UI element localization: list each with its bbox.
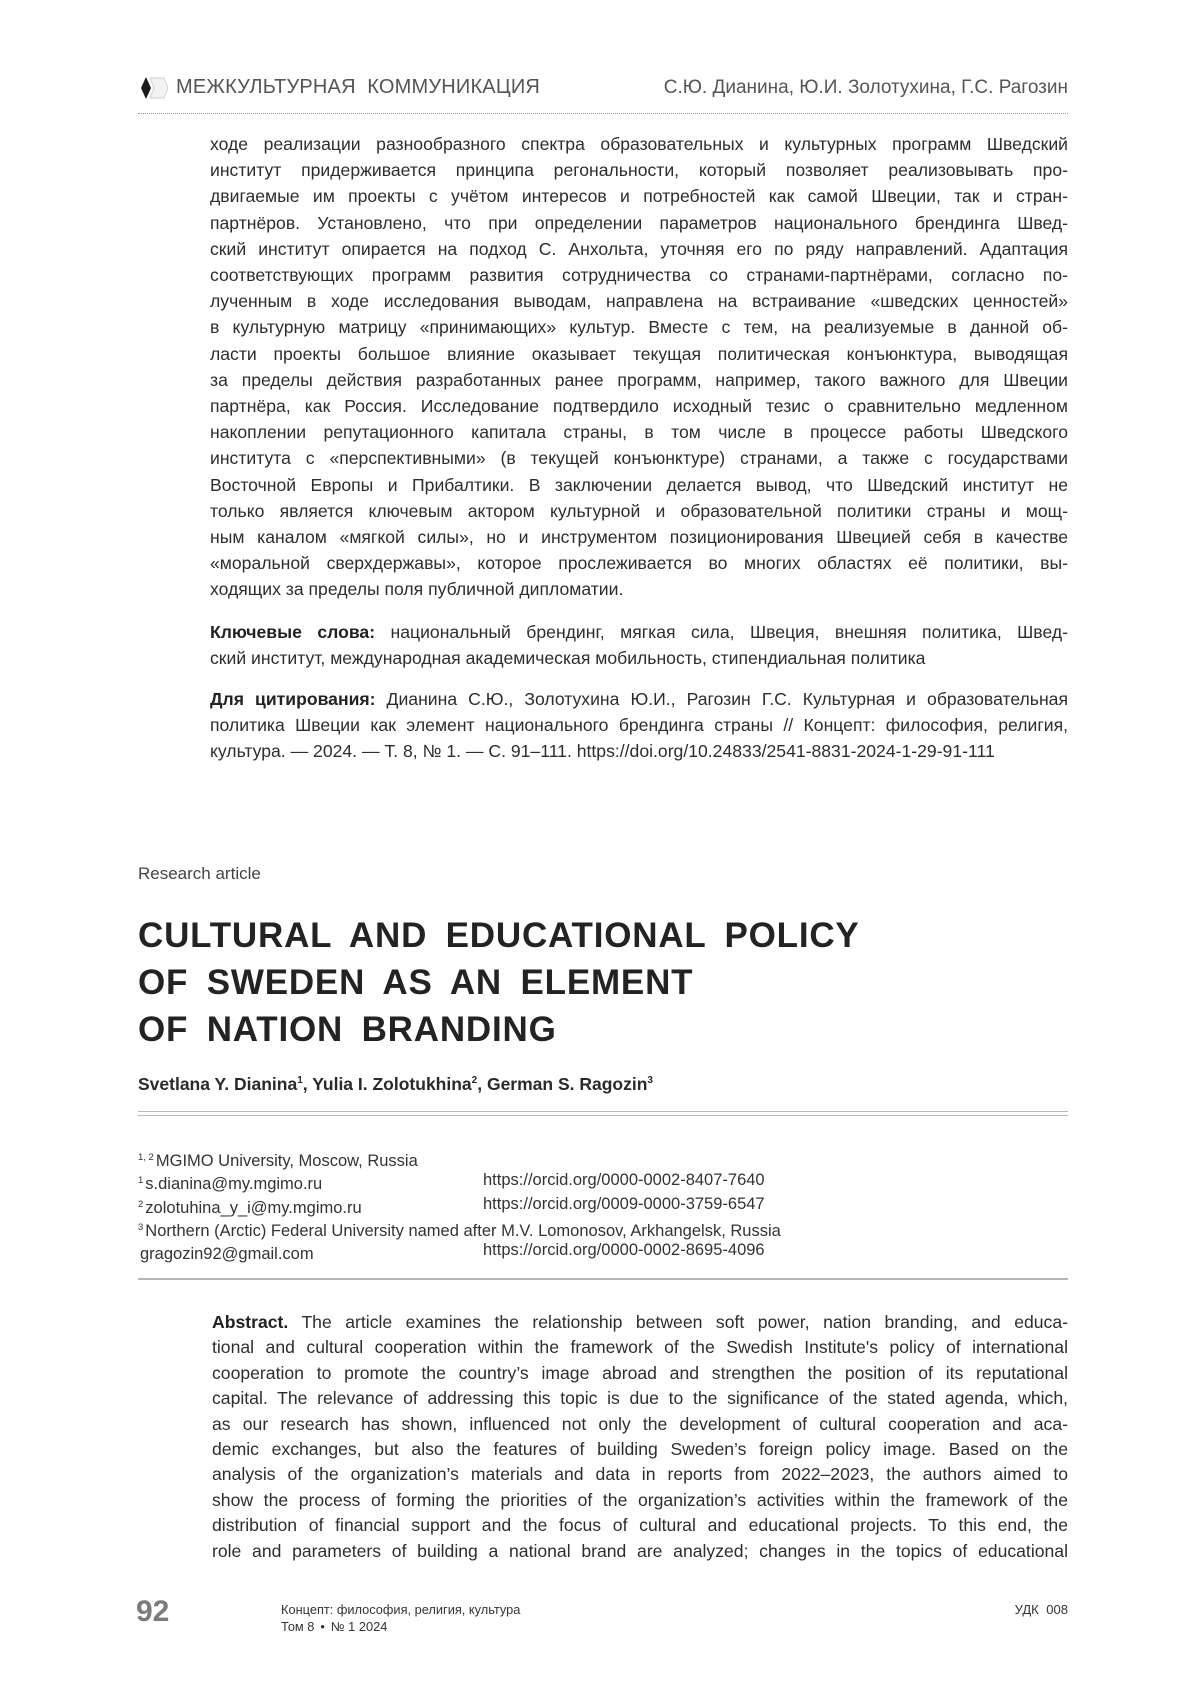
affiliation-sup: 1 bbox=[138, 1175, 144, 1187]
abstract-line: analysis of the organization’s materials and data in reports from 2022–2023, the authors aimed to bbox=[212, 1464, 1068, 1485]
keywords-text: национальный брендинг, мягкая сила, Швеция, внешняя политика, Швед- bbox=[375, 622, 1068, 642]
diamond-cube-logo-icon bbox=[138, 77, 168, 99]
orcid-link[interactable]: https://orcid.org/0000-0002-8695-4096 bbox=[483, 1241, 765, 1260]
abstract-line: Восточной Европы и Прибалтики. В заключении делается вывод, что Шведский институт не bbox=[210, 474, 1068, 495]
abstract-line: партнёров. Установлено, что при определении параметров национального брендинга Швед- bbox=[210, 212, 1068, 233]
header-divider bbox=[138, 113, 1068, 114]
running-header bbox=[138, 74, 1068, 104]
abstract-line: за пределы действия разработанных ранее программ, например, такого важного для Швеции bbox=[210, 369, 1068, 390]
abstract-line bbox=[212, 1310, 1068, 1335]
citation-text-cont: политика Швеции как элемент национального брендинга страны // Концепт: философия, религия, bbox=[210, 715, 1068, 736]
journal-name: Концепт: философия, религия, культура bbox=[281, 1602, 521, 1617]
abstract-line: «моральной сверхдержавы», которое прослеживается во многих областях её политики, вы- bbox=[210, 553, 1068, 574]
author-affiliation-ref: 3 bbox=[647, 1075, 653, 1086]
author-affiliation-ref: 1 bbox=[297, 1075, 303, 1086]
article-type: Research article bbox=[138, 864, 261, 883]
article-title bbox=[138, 912, 860, 1053]
running-authors: С.Ю. Дианина, Ю.И. Золотухина, Г.С. Рагозин bbox=[663, 77, 1068, 98]
abstract-line: партнёра, как Россия. Исследование подтвердило исходный тезис о сравнительно медленном bbox=[210, 396, 1068, 417]
citation-label: Для цитирования: bbox=[210, 689, 376, 709]
abstract-line: distribution of financial support and the focus of cultural and educational projects. To this end, the bbox=[212, 1515, 1068, 1536]
title-line: OF NATION BRANDING bbox=[138, 1010, 557, 1049]
bullet-separator: • bbox=[320, 1619, 325, 1634]
abstract-line: as our research has shown, influenced not only the development of cultural cooperation and aca- bbox=[212, 1413, 1068, 1434]
keywords-text-cont: ский институт, международная академическая мобильность, стипендиальная политика bbox=[210, 648, 926, 669]
abstract-line: show the process of forming the priorities of the organization’s activities within the framework of the bbox=[212, 1489, 1068, 1510]
citation-text: Дианина С.Ю., Золотухина Ю.И., Рагозин Г.С. Культурная и образовательная bbox=[375, 689, 1068, 709]
abstract-line: capital. The relevance of addressing this topic is due to the significance of the stated agenda, which, bbox=[212, 1388, 1068, 1409]
abstract-line: tional and cultural cooperation within the framework of the Swedish Institute's policy of international bbox=[212, 1337, 1068, 1358]
abstract-line: cooperation to promote the country’s image abroad and strengthen the position of its reputational bbox=[212, 1362, 1068, 1383]
affiliation-text: Northern (Arctic) Federal University named after M.V. Lomonosov, Arkhangelsk, Russia bbox=[145, 1221, 781, 1240]
abstract-text: The article examines the relationship between soft power, nation branding, and educa- bbox=[288, 1312, 1068, 1332]
affiliation-text: MGIMO University, Moscow, Russia bbox=[155, 1152, 418, 1170]
abstract-line: двигаемые им проекты с учётом интересов и потребностей как самой Швеции, так и стран- bbox=[210, 186, 1068, 207]
author-email[interactable]: s.dianina@my.mgimo.ru bbox=[145, 1175, 323, 1194]
affiliations-divider bbox=[138, 1278, 1068, 1280]
citation-doi-line[interactable]: культура. — 2024. — Т. 8, № 1. — С. 91–111. https://doi.org/10.24833/2541-8831-2024-1-29-91-111 bbox=[210, 741, 995, 762]
title-line: OF SWEDEN AS AN ELEMENT bbox=[138, 963, 694, 1002]
abstract-line: role and parameters of building a national brand are analyzed; changes in the topics of educational bbox=[212, 1540, 1068, 1561]
abstract-line: в культурную матрицу «принимающих» культур. Вместе с тем, на реализуемые в данной об- bbox=[210, 317, 1068, 338]
abstract-line: ский институт опирается на подход С. Анхольта, уточняя его по ряду направлений. Адаптация bbox=[210, 238, 1068, 259]
udk-code: УДК 008 bbox=[1014, 1602, 1068, 1617]
author-affiliation-ref: 2 bbox=[471, 1075, 478, 1086]
abstract-line: лученным в ходе исследования выводам, направлена на встраивание «шведских ценностей» bbox=[210, 291, 1068, 312]
journal-info bbox=[281, 1601, 520, 1635]
author-email[interactable]: zolotuhina_y_i@my.mgimo.ru bbox=[145, 1198, 362, 1217]
abstract-line: ным каналом «мягкой силы», но и инструментом позиционирования Швецией себя в качестве bbox=[210, 527, 1068, 548]
orcid-link[interactable]: https://orcid.org/0000-0002-8407-7640 bbox=[483, 1171, 765, 1190]
keywords-block bbox=[210, 619, 1068, 671]
affiliations bbox=[138, 1146, 1068, 1262]
author-name: Svetlana Y. Dianina bbox=[138, 1074, 298, 1094]
affiliation-row bbox=[138, 1239, 1068, 1262]
en-abstract bbox=[212, 1310, 1068, 1564]
abstract-line: ласти проекты большое влияние оказывает текущая политическая конъюнктура, выводящая bbox=[210, 343, 1068, 364]
journal-issue: № 1 2024 bbox=[330, 1619, 388, 1634]
authors-divider bbox=[138, 1111, 1068, 1116]
affiliation-sup: 1, 2 bbox=[138, 1152, 154, 1163]
abstract-line: только является ключевым актором культурной и образовательной политики страны и мощ- bbox=[210, 500, 1068, 521]
citation-block bbox=[210, 686, 1068, 765]
affiliation-row bbox=[138, 1193, 1068, 1216]
ru-abstract bbox=[210, 131, 1068, 603]
author-email[interactable]: gragozin92@gmail.com bbox=[140, 1245, 314, 1264]
affiliation-row bbox=[138, 1146, 1068, 1169]
author-name: Yulia I. Zolotukhina bbox=[312, 1074, 472, 1094]
abstract-label: Abstract. bbox=[212, 1312, 289, 1332]
orcid-link[interactable]: https://orcid.org/0009-0000-3759-6547 bbox=[483, 1194, 765, 1213]
journal-volume: Том 8 bbox=[281, 1619, 315, 1634]
keywords-label: Ключевые слова: bbox=[210, 622, 376, 642]
title-line: CULTURAL AND EDUCATIONAL POLICY bbox=[138, 916, 860, 955]
author-separator: , bbox=[477, 1074, 487, 1094]
abstract-line: ходе реализации разнообразного спектра образовательных и культурных программ Шведский bbox=[210, 134, 1068, 154]
affiliation-sup: 2 bbox=[138, 1198, 144, 1210]
abstract-line: demic exchanges, but also the features of building Sweden’s foreign policy image. Based on the bbox=[212, 1439, 1068, 1460]
author-list bbox=[138, 1074, 653, 1095]
affiliation-sup: 3 bbox=[138, 1221, 144, 1233]
author-separator: , bbox=[302, 1074, 313, 1094]
affiliation-row bbox=[138, 1216, 1068, 1239]
author-name: German S. Ragozin bbox=[486, 1074, 648, 1094]
affiliation-row bbox=[138, 1169, 1068, 1192]
abstract-line: института с «перспективными» (в текущей конъюнктуре) странами, а также с государствами bbox=[210, 448, 1068, 469]
abstract-line: накоплении репутационного капитала страны, в том числе в процессе работы Шведского bbox=[210, 422, 1068, 443]
abstract-line: ходящих за пределы поля публичной дипломатии. bbox=[210, 579, 624, 600]
abstract-line: институт придерживается принципа регональности, который позволяет реализовывать про- bbox=[210, 160, 1068, 181]
section-title: МЕЖКУЛЬТУРНАЯ КОММУНИКАЦИЯ bbox=[176, 76, 541, 98]
page-number: 92 bbox=[136, 1595, 170, 1628]
abstract-line: соответствующих программ развития сотрудничества со странами-партнёрами, согласно по- bbox=[210, 265, 1068, 286]
